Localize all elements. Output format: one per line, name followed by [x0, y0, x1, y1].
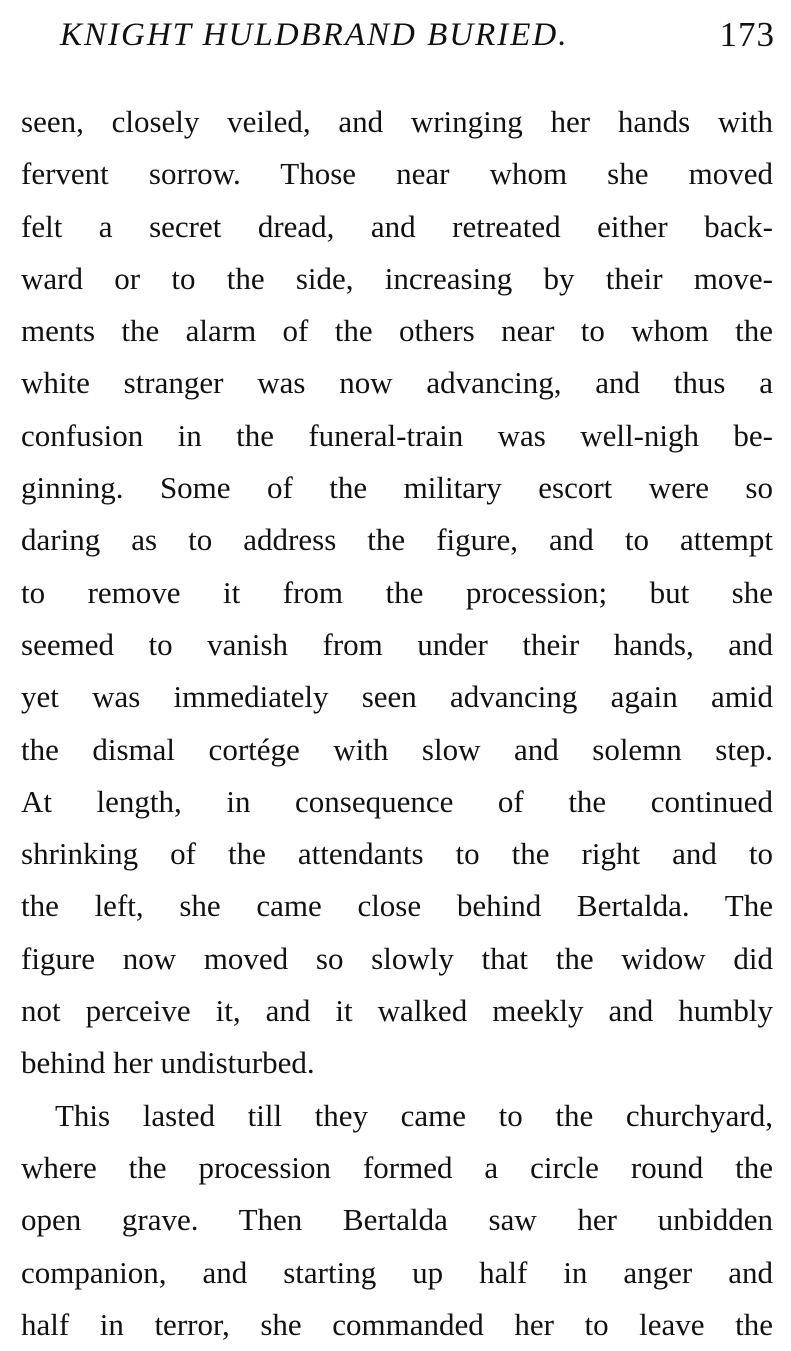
body-text — [21, 96, 773, 1351]
text-line: yet was immediately seen advancing again amid — [21, 679, 773, 715]
text-line: the left, she came close behind Bertalda. The — [21, 888, 773, 924]
text-line: ments the alarm of the others near to whom the — [21, 313, 773, 349]
text-line: half in terror, she commanded her to leave the — [21, 1306, 773, 1342]
text-line: to remove it from the procession; but she — [21, 574, 773, 610]
text-line: open grave. Then Bertalda saw her unbidden — [21, 1202, 773, 1238]
running-title: KNIGHT HULDBRAND BURIED. — [60, 17, 569, 53]
text-line: behind her undisturbed. — [21, 1045, 315, 1081]
text-line: white stranger was now advancing, and thus a — [21, 365, 773, 401]
text-line: fervent sorrow. Those near whom she moved — [21, 156, 773, 192]
text-line: seen, closely veiled, and wringing her hands with — [21, 104, 773, 139]
text-line: figure now moved so slowly that the widow did — [21, 940, 773, 976]
page-number: 173 — [719, 15, 775, 54]
text-line: felt a secret dread, and retreated either back- — [21, 208, 773, 244]
text-line: where the procession formed a circle round the — [21, 1149, 773, 1185]
text-line: not perceive it, and it walked meekly and humbly — [21, 993, 773, 1029]
text-line: the dismal cortége with slow and solemn step. — [21, 731, 773, 767]
text-line: seemed to vanish from under their hands, and — [21, 626, 773, 662]
text-line: companion, and starting up half in anger and — [21, 1254, 773, 1290]
paragraph-2 — [21, 1090, 773, 1351]
paragraph-1 — [21, 96, 773, 1090]
text-line: ward or to the side, increasing by their move- — [21, 260, 773, 296]
text-line: confusion in the funeral-train was well-nigh be- — [21, 417, 773, 453]
running-head — [60, 10, 775, 60]
text-line: This lasted till they came to the churchyard, — [55, 1097, 773, 1133]
text-line: ginning. Some of the military escort were so — [21, 470, 773, 506]
text-line: daring as to address the figure, and to attempt — [21, 522, 773, 558]
text-line: At length, in consequence of the continued — [21, 783, 773, 819]
text-line: shrinking of the attendants to the right and to — [21, 836, 773, 872]
